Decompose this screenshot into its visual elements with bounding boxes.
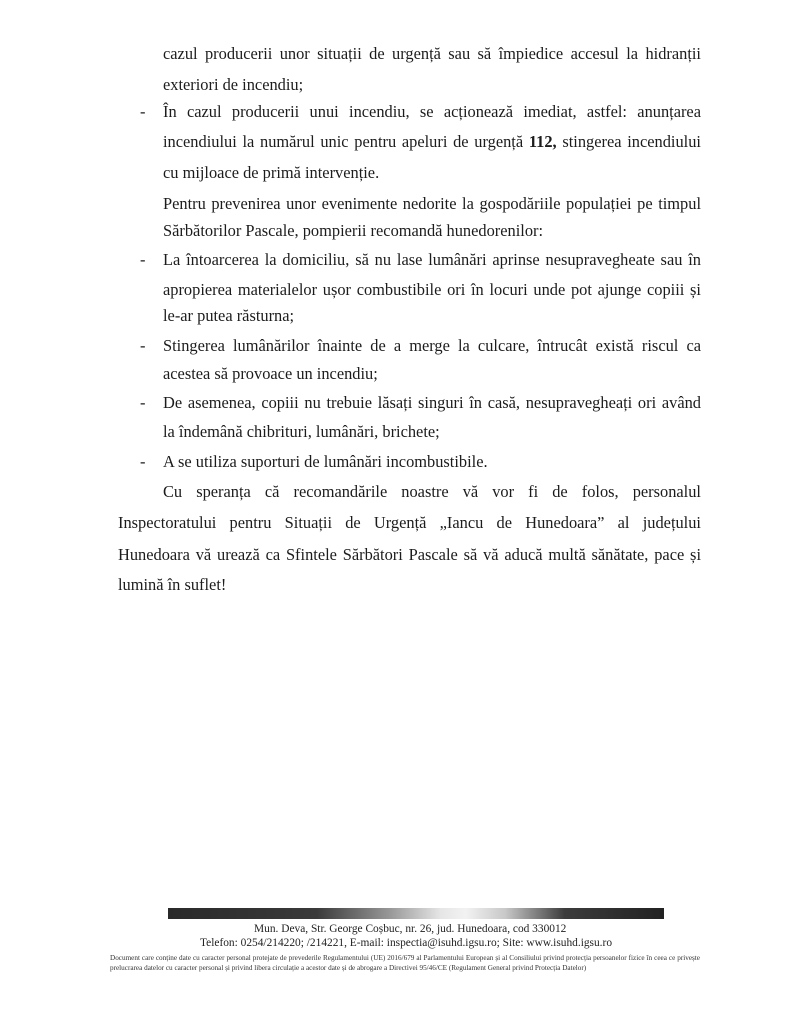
item-2-line-2-tail: stingerea incendiului xyxy=(556,132,701,151)
emergency-number: 112, xyxy=(528,132,557,151)
item-2-line-2-text: incendiului la numărul unic pentru apeluri de urgență xyxy=(163,132,529,151)
item-2-line-1: În cazul producerii unui incendiu, se acționează imediat, astfel: anunțarea xyxy=(163,102,701,121)
bullet-dash: - xyxy=(140,102,146,121)
bullet-dash: - xyxy=(140,393,146,412)
footer-contact: Telefon: 0254/214220; /214221, E-mail: inspectia@isuhd.igsu.ro; Site: www.isuhd.igsu.ro xyxy=(200,937,613,949)
recommendation-2-line-1: Stingerea lumânărilor înainte de a merge la culcare, întrucât există riscul ca xyxy=(163,336,701,355)
recommendation-1-line-2: apropierea materialelor ușor combustibile ori în locuri unde pot ajunge copiii și xyxy=(163,280,701,299)
item-2-line-2 xyxy=(163,126,701,157)
footer-address: Mun. Deva, Str. George Coșbuc, nr. 26, jud. Hunedoara, cod 330012 xyxy=(254,923,567,935)
closing-line-4: lumină în suflet! xyxy=(118,575,227,594)
footer-disclaimer: Document care conține date cu caracter personal protejate de prevederile Regulamentului (UE) 2016/679 al Parlamentului European și al Consiliului privind protecția persoanelor fizice în ceea ce privește prelucrarea datelor cu caracter personal și privind libera circulație a acestor date și de abrogare a Directivei 95/46/CE (Regulament General privind Protecția Datelor) xyxy=(110,954,700,972)
closing-line-3: Hunedoara vă urează ca Sfintele Sărbători Pascale să vă aducă multă sănătate, pace și xyxy=(118,545,701,564)
footer-divider-bar xyxy=(168,908,664,919)
recommendation-2-line-2: acestea să provoace un incendiu; xyxy=(163,364,378,383)
recommendation-4-line-1: A se utiliza suporturi de lumânări incombustibile. xyxy=(163,452,488,471)
item-1-line-1: cazul producerii unor situații de urgență sau să împiedice accesul la hidranții xyxy=(163,44,701,63)
recommendation-3-line-1: De asemenea, copiii nu trebuie lăsați singuri în casă, nesupravegheați ori având xyxy=(163,393,701,412)
intro-line-2: Sărbătorilor Pascale, pompierii recomandă hunedorenilor: xyxy=(163,221,544,240)
recommendation-1-line-1: La întoarcerea la domiciliu, să nu lase lumânări aprinse nesupravegheate sau în xyxy=(163,250,701,269)
closing-line-1: Cu speranța că recomandările noastre vă vor fi de folos, personalul xyxy=(163,482,701,501)
intro-line-1: Pentru prevenirea unor evenimente nedorite la gospodăriile populației pe timpul xyxy=(163,194,701,213)
recommendation-1-line-3: le-ar putea răsturna; xyxy=(163,306,295,325)
bullet-dash: - xyxy=(140,452,146,471)
closing-line-2: Inspectoratului pentru Situații de Urgență „Iancu de Hunedoara” al județului xyxy=(118,513,701,532)
item-1-line-2: exteriori de incendiu; xyxy=(163,75,304,94)
bullet-dash: - xyxy=(140,336,146,355)
item-2-line-3: cu mijloace de primă intervenție. xyxy=(163,163,380,182)
recommendation-3-line-2: la îndemână chibrituri, lumânări, brichete; xyxy=(163,422,440,441)
bullet-dash: - xyxy=(140,250,146,269)
